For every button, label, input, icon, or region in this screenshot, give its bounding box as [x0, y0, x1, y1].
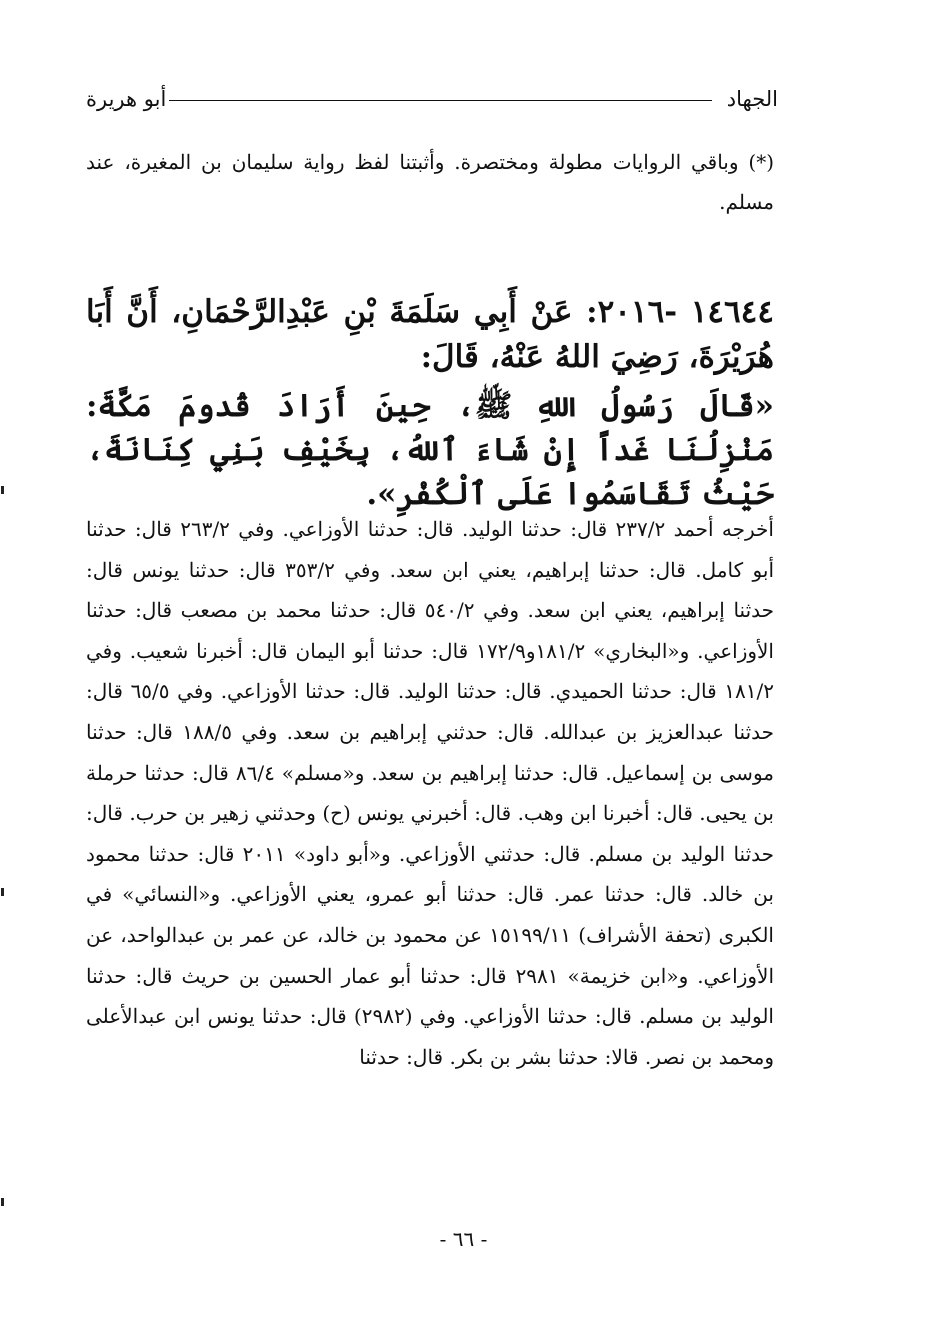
header-rule — [169, 100, 712, 101]
chapter-title: الجهاد — [726, 87, 778, 111]
footnote-paragraph: (*) وباقي الروايات مطولة ومختصرة. وأثبتنا لفظ رواية سليمان بن المغيرة، عند مسلم. — [86, 150, 774, 214]
hadith-matn: «قَالَ رَسُولُ اللهِ ﷺ، حِينَ أَرَادَ قُدومَ مَكَّةَ: مَنْزِلُنَا غَداً إِنْ شَاءَ ٱللهُ، بِخَيْفِ بَنِي كِنَانَةَ، حَيْثُ تَقَاسَمُوا عَلَى ٱلْكُفْرِ». — [86, 388, 774, 512]
margin-mark — [1, 486, 4, 494]
margin-mark — [1, 1198, 4, 1206]
page-number: - ٦٦ - — [439, 1227, 488, 1251]
takhrij-block — [86, 509, 774, 1077]
margin-mark — [1, 888, 4, 896]
running-header — [86, 86, 778, 116]
narrator-title: أبو هريرة — [86, 87, 167, 111]
hadith-isnad: ١٤٦٤٤ -٢٠١٦: عَنْ أَبِي سَلَمَةَ بْنِ عَبْدِالرَّحْمَانِ، أَنَّ أَبَا هُرَيْرَةَ، رَضِيَ اللهُ عَنْهُ، قَالَ: — [86, 294, 774, 375]
takhrij-paragraph: أخرجه أحمد ٢٣٧/٢ قال: حدثنا الوليد. قال: حدثنا الأوزاعي. وفي ٢٦٣/٢ قال: حدثنا أبو كامل. قال: حدثنا إبراهيم، يعني ابن سعد. وفي ٣٥٣/٢ قال: حدثنا يونس قال: حدثنا إبراهيم، يعني ابن سعد. وفي ٥٤٠/٢ قال: حدثنا محمد بن مصعب قال: حدثنا الأوزاعي. و«البخاري» ١٨١/٢و١٧٢/٩ قال: حدثنا أبو اليمان قال: أخبرنا شعيب. وفي ١٨١/٢ قال: حدثنا الحميدي. قال: حدثنا الوليد. قال: حدثنا الأوزاعي. وفي ٦٥/٥ قال: حدثنا عبدالعزيز بن عبدالله. قال: حدثني إبراهيم بن سعد. وفي ١٨٨/٥ قال: حدثنا موسى بن إسماعيل. قال: حدثنا إبراهيم بن سعد. و«مسلم» ٨٦/٤ قال: حدثنا حرملة بن يحيى. قال: أخبرنا ابن وهب. قال: أخبرني يونس (ح) وحدثني زهير بن حرب. قال: حدثنا الوليد بن مسلم. قال: حدثني الأوزاعي. و«أبو داود» ٢٠١١ قال: حدثنا محمود بن خالد. قال: حدثنا عمر. قال: حدثنا أبو عمرو، يعني الأوزاعي. و«النسائي» في الكبرى (تحفة الأشراف) ١٥١٩٩/١١ عن محمود بن خالد، عن عمر بن عبدالواحد، عن الأوزاعي. و«ابن خزيمة» ٢٩٨١ قال: حدثنا أبو عمار الحسين بن حريث قال: حدثنا الوليد بن مسلم. قال: حدثنا الأوزاعي. وفي (٢٩٨٢) قال: حدثنا يونس ابن عبدالأعلى ومحمد بن نصر. قالا: حدثنا بشر بن بكر. قال: حدثنا — [86, 517, 774, 1069]
hadith-block — [86, 290, 774, 516]
